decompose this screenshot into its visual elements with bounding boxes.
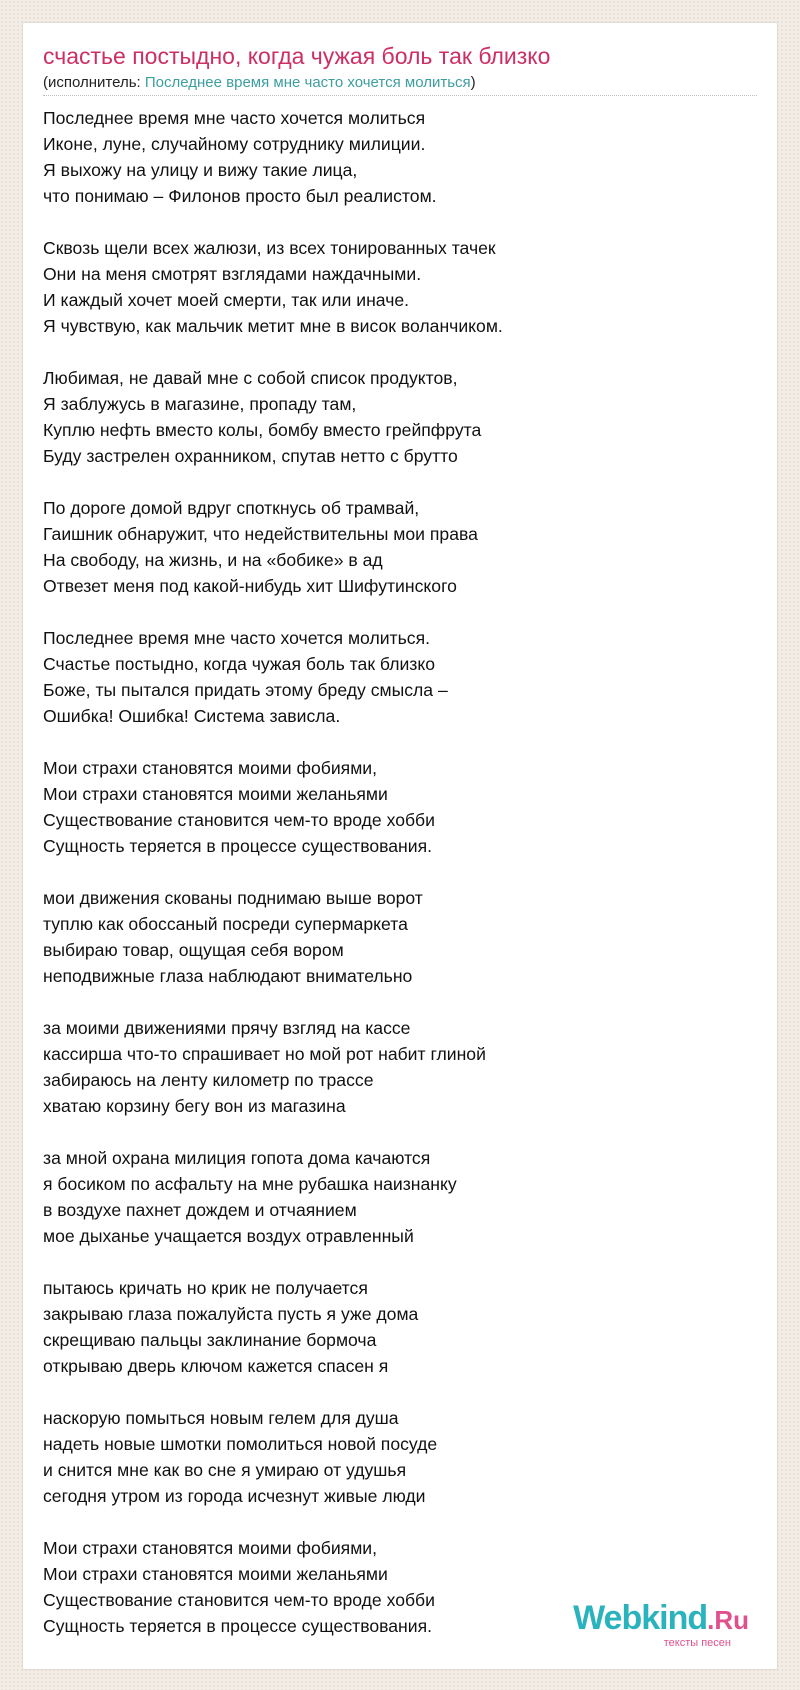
lyric-line: мои движения скованы поднимаю выше ворот (43, 888, 423, 908)
lyric-line: хватаю корзину бегу вон из магазина (43, 1096, 346, 1116)
lyric-line: На свободу, на жизнь, и на «бобике» в ад (43, 550, 383, 570)
lyric-line: Я чувствую, как мальчик метит мне в висок воланчиком. (43, 316, 503, 336)
lyric-line: надеть новые шмотки помолиться новой посуде (43, 1434, 438, 1454)
lyric-line: Сквозь щели всех жалюзи, из всех тонированных тачек (43, 238, 496, 258)
logo-tld: .Ru (707, 1605, 749, 1635)
lyric-line: Мои страхи становятся моими желаньями (43, 1564, 388, 1584)
lyric-line: кассирша что-то спрашивает но мой рот набит глиной (43, 1044, 486, 1064)
logo-tagline: тексты песен (663, 1637, 731, 1649)
lyric-line: мое дыханье учащается воздух отравленный (43, 1226, 414, 1246)
lyric-line: Отвезет меня под какой-нибудь хит Шифутинского (43, 576, 457, 596)
lyric-line: что понимаю – Филонов просто был реалистом. (43, 186, 437, 206)
lyric-line: Любимая, не давай мне с собой список продуктов, (43, 368, 458, 388)
lyric-line: По дороге домой вдруг споткнусь об трамвай, (43, 498, 420, 518)
lyrics-stanza (43, 1275, 759, 1379)
lyric-line: Мои страхи становятся моими желаньями (43, 784, 388, 804)
lyric-line: Я выхожу на улицу и вижу такие лица, (43, 160, 358, 180)
lyric-line: Последнее время мне часто хочется молиться (43, 108, 426, 128)
lyrics-stanza (43, 885, 759, 989)
lyric-line: выбираю товар, ощущая себя вором (43, 940, 344, 960)
logo-brand-name: Webkind (573, 1599, 708, 1637)
performer-suffix: ) (470, 74, 476, 91)
lyric-line: Гаишник обнаружит, что недействительны мои права (43, 524, 478, 544)
webkind-logo[interactable] (559, 1599, 749, 1649)
lyric-line: за мной охрана милиция гопота дома качаются (43, 1148, 431, 1168)
lyrics-card (22, 22, 778, 1670)
lyric-line: Мои страхи становятся моими фобиями, (43, 1538, 378, 1558)
lyric-line: Мои страхи становятся моими фобиями, (43, 758, 378, 778)
lyric-line: за моими движениями прячу взгляд на кассе (43, 1018, 411, 1038)
lyric-line: Существование становится чем-то вроде хобби (43, 1590, 435, 1610)
song-title: счастье постыдно, когда чужая боль так близко (43, 43, 551, 69)
performer-prefix: (исполнитель: (43, 74, 145, 91)
lyrics-stanza (43, 495, 759, 599)
lyric-line: И каждый хочет моей смерти, так или иначе. (43, 290, 410, 310)
lyric-line: забираюсь на ленту километр по трассе (43, 1070, 374, 1090)
lyric-line: закрываю глаза пожалуйста пусть я уже дома (43, 1304, 419, 1324)
performer-link[interactable]: Последнее время мне часто хочется молиться (144, 74, 471, 91)
lyrics-body (43, 105, 759, 1665)
lyric-line: скрещиваю пальцы заклинание бормоча (43, 1330, 377, 1350)
lyric-line: Я заблужусь в магазине, пропаду там, (43, 394, 357, 414)
lyric-line: я босиком по асфальту на мне рубашка наизнанку (43, 1174, 457, 1194)
lyrics-stanza (43, 365, 759, 469)
lyric-line: Буду застрелен охранником, спутав нетто с брутто (43, 446, 458, 466)
lyric-line: открываю дверь ключом кажется спасен я (43, 1356, 389, 1376)
performer-line (43, 74, 476, 91)
lyric-line: Они на меня смотрят взглядами наждачными. (43, 264, 422, 284)
lyrics-stanza (43, 235, 759, 339)
header-divider (43, 95, 757, 96)
lyrics-stanza (43, 1405, 759, 1509)
lyric-line: сегодня утром из города исчезнут живые люди (43, 1486, 426, 1506)
lyric-line: и снится мне как во сне я умираю от удушья (43, 1460, 407, 1480)
lyric-line: пытаюсь кричать но крик не получается (43, 1278, 368, 1298)
lyric-line: Куплю нефть вместо колы, бомбу вместо грейпфрута (43, 420, 482, 440)
lyric-line: Иконе, луне, случайному сотруднику милиции. (43, 134, 426, 154)
lyric-line: Существование становится чем-то вроде хобби (43, 810, 435, 830)
lyric-line: в воздухе пахнет дождем и отчаянием (43, 1200, 357, 1220)
lyric-line: Последнее время мне часто хочется молиться. (43, 628, 430, 648)
lyric-line: неподвижные глаза наблюдают внимательно (43, 966, 413, 986)
lyric-line: Боже, ты пытался придать этому бреду смысла – (43, 680, 448, 700)
lyric-line: Сущность теряется в процессе существования. (43, 1616, 433, 1636)
lyric-line: туплю как обоссаный посреди супермаркета (43, 914, 408, 934)
lyrics-stanza (43, 1145, 759, 1249)
lyrics-stanza (43, 105, 759, 209)
lyric-line: наскорую помыться новым гелем для душа (43, 1408, 399, 1428)
lyrics-stanza (43, 1015, 759, 1119)
logo-brand (573, 1599, 749, 1638)
lyrics-stanza (43, 625, 759, 729)
lyrics-stanza (43, 755, 759, 859)
lyric-line: Счастье постыдно, когда чужая боль так близко (43, 654, 436, 674)
lyric-line: Сущность теряется в процессе существования. (43, 836, 433, 856)
lyric-line: Ошибка! Ошибка! Система зависла. (43, 706, 341, 726)
